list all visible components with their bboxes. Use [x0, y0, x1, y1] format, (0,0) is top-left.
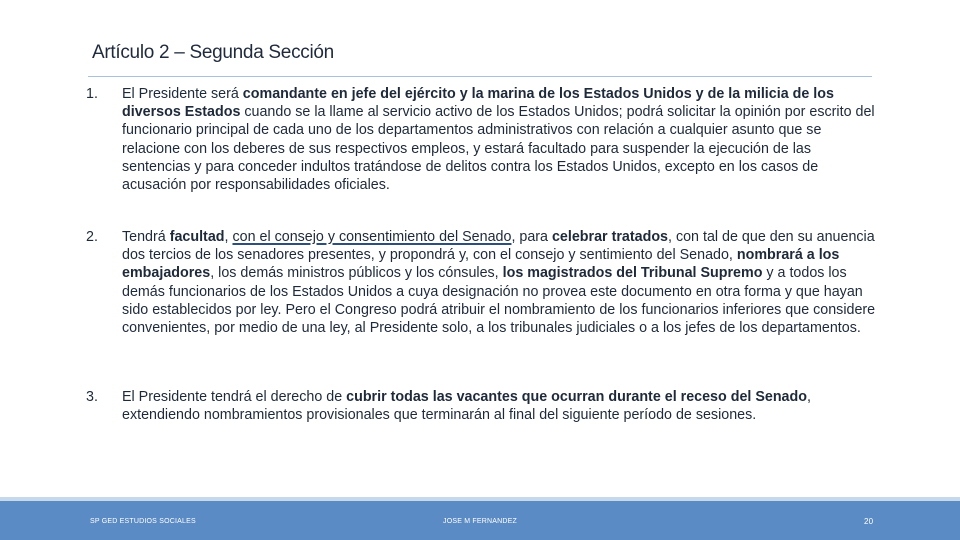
- text-segment: El Presidente tendrá el derecho de: [122, 389, 347, 405]
- text-segment: , extendiendo nombramientos provisionales que terminarán al final del siguiente período de sesiones.: [122, 389, 811, 424]
- text-segment: El Presidente será: [122, 86, 243, 102]
- item-text: [122, 228, 876, 337]
- text-segment: y a todos los demás funcionarios de los Estados Unidos a cuya designación no provea este documento en otra forma y que hayan sido establecidos por ley. Pero el Congreso podrá atribuir el nombramiento de los funcionarios inferiores que considere convenientes, por medio de una ley, al Presidente solo, a los tribunales judiciales o a los jefes de los departamentos.: [122, 265, 876, 337]
- item-number: 1.: [86, 86, 98, 102]
- text-segment: , los demás ministros públicos y los cónsules,: [210, 265, 503, 282]
- text-segment: ,: [224, 229, 233, 245]
- page-number: 20: [864, 517, 874, 526]
- item-number: 2.: [86, 229, 98, 245]
- slide-title: Artículo 2 – Segunda Sección: [92, 42, 334, 63]
- footer-accent-line: [0, 497, 960, 501]
- text-segment: , con tal de que den su anuencia dos tercios de los senadores presentes, y propondrá y, con el consejo y sentimiento del Senado,: [122, 229, 875, 264]
- item-text: [122, 85, 876, 194]
- list-item: [86, 85, 876, 194]
- title-divider: [88, 76, 872, 77]
- footer-course-label: SP GED ESTUDIOS SOCIALES: [90, 518, 196, 525]
- bold-text-segment: los magistrados del Tribunal Supremo: [502, 265, 763, 282]
- text-segment: cuando se la llame al servicio activo de los Estados Unidos; podrá solicitar la opinión por escrito del funcionario principal de cada uno de los departamentos administrativos con relación a cualquier asunto que se relacione con los deberes de sus respectivos empleos, y estará facultado para suspender la ejecución de las sentencias y para conceder indultos tratándose de delitos contra los Estados Unidos, excepto en los casos de acusación por responsabilidades oficiales.: [122, 104, 875, 194]
- text-segment: Tendrá: [122, 229, 170, 245]
- list-item: [86, 388, 876, 424]
- footer-author-label: JOSE M FERNANDEZ: [443, 518, 517, 525]
- text-segment: , para: [511, 229, 552, 245]
- bold-text-segment: facultad: [169, 229, 225, 245]
- list-item: [86, 228, 876, 337]
- bold-text-segment: nombrará a los embajadores: [122, 247, 840, 282]
- bold-text-segment: celebrar tratados: [551, 229, 668, 245]
- item-text: [122, 388, 876, 424]
- item-number: 3.: [86, 389, 98, 405]
- bold-text-segment: cubrir todas las vacantes que ocurran durante el receso del Senado: [346, 389, 807, 405]
- underlined-text-segment: con el consejo y consentimiento del Senado: [232, 229, 512, 245]
- bold-text-segment: comandante en jefe del ejército y la marina de los Estados Unidos y de la milicia de los diversos Estados: [122, 86, 834, 121]
